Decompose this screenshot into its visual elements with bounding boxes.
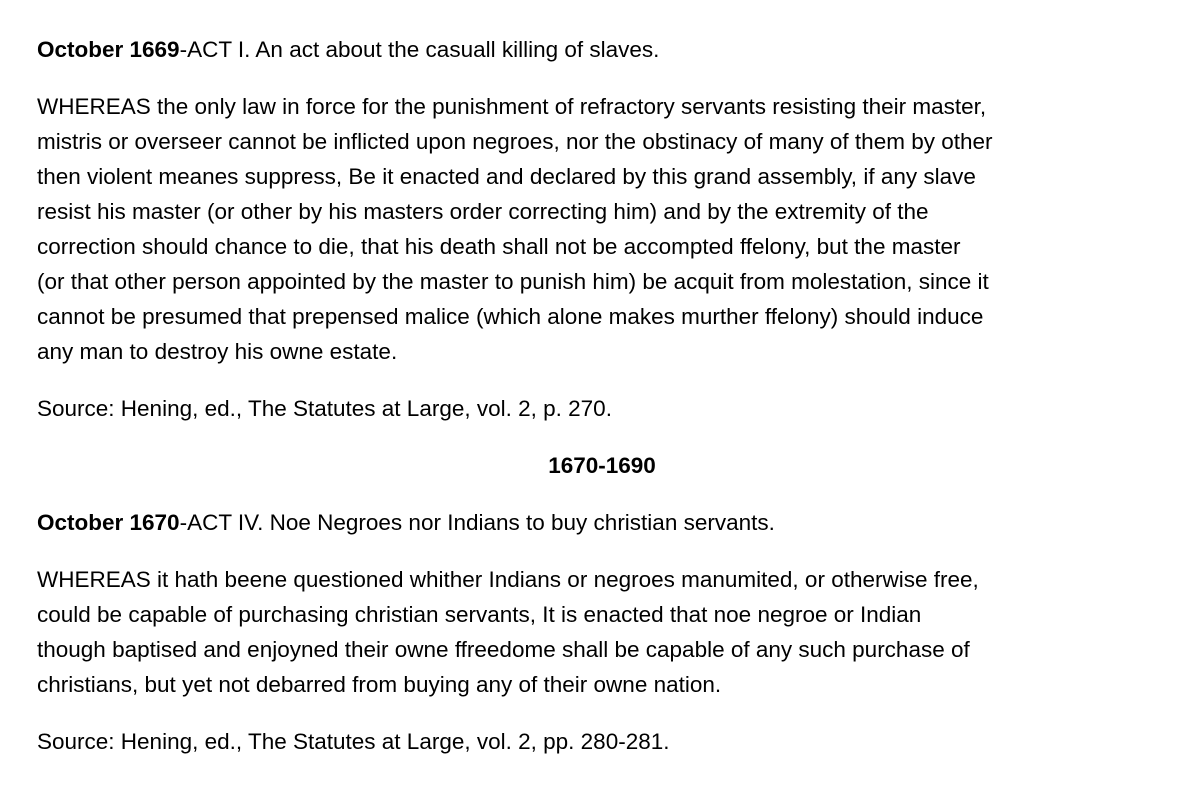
act-heading bbox=[37, 32, 1167, 67]
body-line: WHEREAS the only law in force for the punishment of refractory servants resisting their master, bbox=[37, 94, 987, 119]
body-line: then violent meanes suppress, Be it enacted and declared by this grand assembly, if any slave bbox=[37, 164, 976, 189]
body-line: correction should chance to die, that his death shall not be accompted ffelony, but the master bbox=[37, 234, 961, 259]
body-line: (or that other person appointed by the master to punish him) be acquit from molestation, since it bbox=[37, 269, 989, 294]
body-line: WHEREAS it hath beene questioned whither Indians or negroes manumited, or otherwise free, bbox=[37, 567, 979, 592]
act-date: October 1669 bbox=[37, 37, 180, 62]
document-page bbox=[37, 32, 1167, 759]
act-date: October 1670 bbox=[37, 510, 180, 535]
body-line: christians, but yet not debarred from buying any of their owne nation. bbox=[37, 672, 722, 697]
body-line: though baptised and enjoyned their owne ffreedome shall be capable of any such purchase of bbox=[37, 637, 970, 662]
act-title: -ACT IV. Noe Negroes nor Indians to buy christian servants. bbox=[179, 510, 775, 535]
body-line: any man to destroy his owne estate. bbox=[37, 339, 398, 364]
act-heading bbox=[37, 505, 1167, 540]
body-line: could be capable of purchasing christian servants, It is enacted that noe negroe or Indian bbox=[37, 602, 922, 627]
act-body bbox=[37, 89, 1167, 369]
act-body bbox=[37, 562, 1167, 702]
act-source: Source: Hening, ed., The Statutes at Large, vol. 2, pp. 280-281. bbox=[37, 729, 670, 754]
act-title: -ACT I. An act about the casuall killing of slaves. bbox=[179, 37, 660, 62]
section-heading: 1670-1690 bbox=[548, 453, 656, 478]
body-line: cannot be presumed that prepensed malice (which alone makes murther ffelony) should induce bbox=[37, 304, 984, 329]
act-source: Source: Hening, ed., The Statutes at Large, vol. 2, p. 270. bbox=[37, 396, 612, 421]
body-line: mistris or overseer cannot be inflicted upon negroes, nor the obstinacy of many of them by other bbox=[37, 129, 993, 154]
body-line: resist his master (or other by his masters order correcting him) and by the extremity of the bbox=[37, 199, 929, 224]
